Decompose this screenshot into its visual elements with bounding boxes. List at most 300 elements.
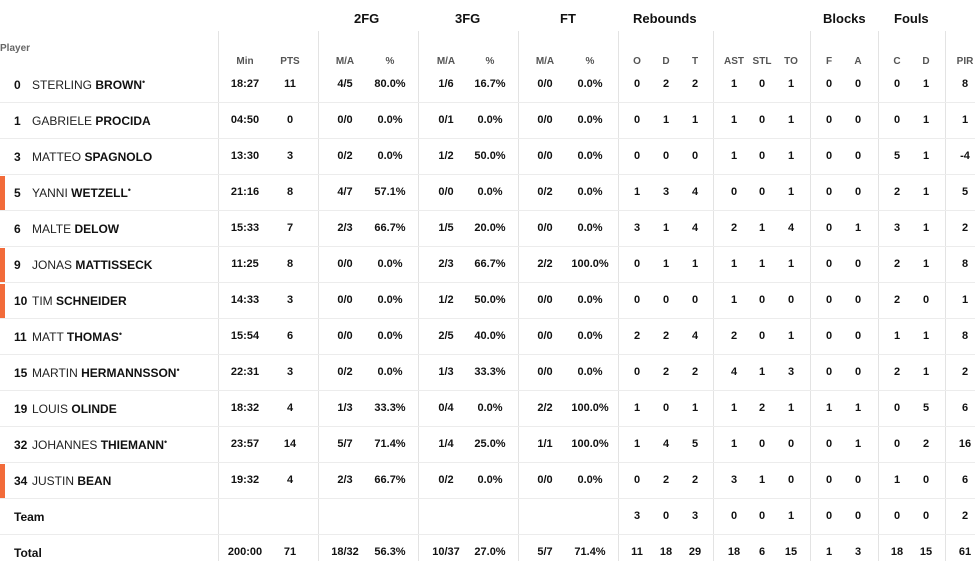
stat-to: 1 (787, 114, 795, 126)
stat-blk-f: 0 (825, 438, 833, 450)
stat-fg3-ma: 0/0 (438, 186, 454, 198)
player-number: 6 (14, 222, 21, 236)
stat-pir: 8 (961, 330, 969, 342)
team-label: Team (14, 510, 45, 524)
stat-ft-ma: 0/2 (537, 186, 553, 198)
table-row[interactable] (0, 463, 975, 499)
row-accent-marker (0, 284, 5, 318)
stat-ast: 3 (730, 474, 738, 486)
stat-ft-pct: 0.0% (577, 78, 603, 90)
stat-stl: 1 (758, 366, 766, 378)
stat-pts: 6 (286, 330, 294, 342)
stat-pts: 71 (283, 546, 297, 558)
stat-reb-d: 0 (662, 294, 670, 306)
stat-ft-pct: 0.0% (577, 114, 603, 126)
total-row (0, 535, 975, 571)
stat-to: 0 (787, 438, 795, 450)
stat-pts: 8 (286, 186, 294, 198)
player-name[interactable] (32, 78, 145, 92)
stat-foul-d: 0 (922, 294, 930, 306)
stat-pir: 6 (961, 474, 969, 486)
stat-fg3-pct: 0.0% (477, 402, 503, 414)
stat-blk-a: 0 (854, 474, 862, 486)
stat-foul-c: 2 (893, 186, 901, 198)
header-stl: STL (752, 56, 772, 67)
stat-reb-o: 1 (633, 186, 641, 198)
stat-to: 1 (787, 258, 795, 270)
stat-ft-pct: 100.0% (571, 402, 609, 414)
starter-marker-icon: • (118, 329, 123, 339)
stat-foul-d: 1 (922, 222, 930, 234)
header-player: Player (0, 43, 31, 54)
player-name[interactable] (32, 258, 152, 272)
stat-pir: 2 (961, 222, 969, 234)
stat-reb-d: 0 (662, 150, 670, 162)
stat-pir: 8 (961, 258, 969, 270)
stat-reb-t: 1 (691, 402, 699, 414)
stat-blk-a: 0 (854, 114, 862, 126)
stat-reb-t: 0 (691, 150, 699, 162)
stat-min: 22:31 (230, 366, 260, 378)
stat-fg2-pct: 0.0% (377, 258, 403, 270)
stat-fg2-pct: 0.0% (377, 114, 403, 126)
stat-min: 11:25 (231, 258, 259, 270)
header-foul-c: C (893, 56, 901, 67)
player-last-name: BEAN (77, 474, 112, 488)
player-first-name: JOHANNES (32, 438, 98, 452)
player-first-name: MALTE (32, 222, 72, 236)
stat-ft-pct: 0.0% (577, 330, 603, 342)
stat-fg2-ma: 2/3 (337, 474, 353, 486)
player-name[interactable] (32, 186, 131, 200)
player-first-name: MATT (32, 330, 64, 344)
stat-stl: 0 (758, 186, 766, 198)
player-name[interactable] (32, 366, 180, 380)
row-accent-marker (0, 176, 5, 210)
table-row[interactable] (0, 211, 975, 247)
stat-fg3-ma: 1/6 (438, 78, 454, 90)
stat-reb-t: 0 (691, 294, 699, 306)
stat-ast: 1 (730, 402, 738, 414)
stat-ft-ma: 0/0 (537, 222, 553, 234)
stat-reb-d: 18 (659, 546, 673, 558)
stat-fg3-pct: 0.0% (477, 186, 503, 198)
stat-pir: 1 (961, 294, 969, 306)
stat-fg2-pct: 0.0% (377, 150, 403, 162)
stat-foul-c: 0 (893, 114, 901, 126)
header-blk-f: F (825, 56, 833, 67)
stat-reb-t: 2 (691, 474, 699, 486)
stat-blk-f: 0 (825, 510, 833, 522)
stat-blk-f: 0 (825, 150, 833, 162)
stat-to: 0 (787, 474, 795, 486)
stat-min: 15:54 (230, 330, 260, 342)
header-min: Min (236, 56, 254, 67)
stat-fg2-ma: 5/7 (337, 438, 353, 450)
stat-reb-t: 2 (691, 366, 699, 378)
stat-fg2-ma: 0/0 (337, 294, 353, 306)
stat-stl: 0 (758, 78, 766, 90)
stat-stl: 0 (758, 330, 766, 342)
stat-pts: 4 (286, 474, 294, 486)
stat-blk-a: 0 (854, 186, 862, 198)
table-row[interactable] (0, 283, 975, 319)
stat-min: 23:57 (230, 438, 260, 450)
player-last-name: SPAGNOLO (84, 150, 153, 164)
total-label: Total (14, 546, 42, 560)
player-last-name: WETZELL (71, 186, 128, 200)
stat-foul-d: 1 (922, 78, 930, 90)
stat-min: 18:32 (230, 402, 260, 414)
stat-blk-f: 0 (825, 186, 833, 198)
stat-foul-d: 5 (922, 402, 930, 414)
player-number: 15 (14, 366, 28, 380)
stat-ft-pct: 100.0% (571, 438, 609, 450)
player-name[interactable] (32, 402, 117, 416)
stat-ft-pct: 0.0% (577, 294, 603, 306)
stat-to: 1 (787, 186, 795, 198)
player-number: 9 (14, 258, 21, 272)
stat-foul-d: 0 (922, 510, 930, 522)
stat-min: 21:16 (230, 186, 260, 198)
stat-foul-d: 1 (922, 150, 930, 162)
stat-fg3-pct: 66.7% (474, 258, 506, 270)
stat-pts: 0 (286, 114, 294, 126)
stat-reb-d: 1 (662, 222, 670, 234)
stat-fg2-ma: 0/0 (337, 258, 353, 270)
stat-foul-c: 1 (893, 474, 901, 486)
stat-blk-a: 0 (854, 258, 862, 270)
stat-min: 18:27 (230, 78, 260, 90)
stat-min: 15:33 (230, 222, 260, 234)
header-ft-ma: M/A (535, 56, 555, 67)
stat-blk-f: 1 (825, 402, 833, 414)
stat-blk-f: 1 (825, 546, 833, 558)
player-last-name: PROCIDA (95, 114, 151, 128)
stat-min: 19:32 (230, 474, 260, 486)
stat-blk-a: 0 (854, 294, 862, 306)
table-row[interactable] (0, 139, 975, 175)
player-name[interactable] (32, 150, 152, 164)
team-row (0, 499, 975, 535)
stat-ast: 1 (730, 150, 738, 162)
stat-blk-f: 0 (825, 258, 833, 270)
stat-fg3-ma: 2/3 (438, 258, 454, 270)
stat-fg2-ma: 4/5 (337, 78, 353, 90)
stat-fg3-pct: 50.0% (474, 294, 506, 306)
stat-reb-o: 0 (633, 474, 641, 486)
stat-reb-d: 0 (662, 402, 670, 414)
player-last-name: MATTISSECK (75, 258, 153, 272)
table-row[interactable] (0, 175, 975, 211)
player-number: 3 (14, 150, 21, 164)
stat-foul-c: 3 (893, 222, 901, 234)
player-name[interactable] (32, 330, 122, 344)
stat-reb-o: 0 (633, 366, 641, 378)
stat-foul-c: 0 (893, 78, 901, 90)
stat-stl: 2 (758, 402, 766, 414)
stat-fg3-pct: 33.3% (474, 366, 506, 378)
stat-reb-t: 3 (691, 510, 699, 522)
stat-pir: 61 (958, 546, 972, 558)
stat-reb-t: 4 (691, 330, 699, 342)
stat-reb-o: 3 (633, 222, 641, 234)
stat-reb-o: 3 (633, 510, 641, 522)
stat-fg3-pct: 0.0% (477, 114, 503, 126)
table-row[interactable] (0, 319, 975, 355)
stat-pir: 16 (958, 438, 972, 450)
stat-blk-a: 0 (854, 510, 862, 522)
stat-pts: 7 (286, 222, 294, 234)
group-header-fouls: Fouls (894, 11, 929, 26)
stat-foul-d: 1 (922, 330, 930, 342)
stat-foul-d: 0 (922, 474, 930, 486)
header-ft-pct: % (585, 56, 595, 67)
stat-pts: 11 (284, 78, 296, 90)
starter-marker-icon: • (164, 437, 168, 447)
stat-ft-pct: 0.0% (577, 366, 603, 378)
stat-to: 15 (784, 546, 798, 558)
player-last-name: OLINDE (71, 402, 117, 416)
stat-fg3-pct: 50.0% (474, 150, 506, 162)
player-last-name: HERMANNSSON (81, 366, 177, 380)
stat-to: 1 (787, 78, 795, 90)
stat-ast: 1 (730, 438, 738, 450)
player-first-name: TIM (32, 294, 53, 308)
group-header-blocks: Blocks (823, 11, 866, 26)
stat-pts: 3 (286, 150, 294, 162)
stat-fg2-ma: 0/2 (337, 150, 353, 162)
stat-fg3-pct: 40.0% (474, 330, 506, 342)
stat-fg2-pct: 0.0% (377, 294, 403, 306)
stat-fg2-ma: 1/3 (337, 402, 353, 414)
stat-foul-d: 1 (922, 186, 930, 198)
stat-fg2-pct: 66.7% (374, 474, 406, 486)
stat-pir: 6 (961, 402, 969, 414)
stat-foul-c: 0 (893, 402, 901, 414)
stat-fg2-pct: 66.7% (374, 222, 406, 234)
stat-fg2-pct: 33.3% (374, 402, 406, 414)
table-row[interactable] (0, 67, 975, 103)
stat-reb-o: 1 (633, 438, 641, 450)
stat-stl: 0 (758, 510, 766, 522)
stat-fg3-ma: 0/4 (438, 402, 454, 414)
stat-fg3-ma: 1/2 (438, 294, 454, 306)
stat-foul-c: 5 (893, 150, 901, 162)
stat-blk-f: 0 (825, 78, 833, 90)
player-number: 10 (14, 294, 28, 308)
stat-ast: 1 (730, 78, 738, 90)
stat-ft-pct: 0.0% (577, 474, 603, 486)
player-number: 32 (14, 438, 28, 452)
stat-ast: 0 (730, 510, 738, 522)
stat-fg3-ma: 2/5 (438, 330, 454, 342)
stat-blk-a: 1 (854, 438, 862, 450)
stat-pir: 2 (961, 366, 969, 378)
player-name[interactable] (32, 438, 167, 452)
stat-fg2-pct: 57.1% (374, 186, 406, 198)
stat-stl: 0 (758, 150, 766, 162)
stat-to: 1 (787, 330, 795, 342)
header-reb-t: T (691, 56, 699, 67)
stat-ast: 18 (727, 546, 741, 558)
stat-blk-f: 0 (825, 366, 833, 378)
stat-blk-f: 0 (825, 114, 833, 126)
stat-pts: 14 (283, 438, 297, 450)
row-accent-marker (0, 464, 5, 498)
stat-foul-c: 1 (893, 330, 901, 342)
stat-fg3-pct: 27.0% (474, 546, 506, 558)
stat-to: 1 (787, 510, 795, 522)
stat-pts: 3 (286, 366, 294, 378)
stat-stl: 0 (758, 114, 766, 126)
table-row[interactable] (0, 427, 975, 463)
player-first-name: LOUIS (32, 402, 69, 416)
stat-ft-ma: 0/0 (537, 366, 553, 378)
stat-fg3-ma: 1/3 (438, 366, 454, 378)
stat-fg3-pct: 16.7% (474, 78, 506, 90)
stat-blk-f: 0 (825, 294, 833, 306)
stat-pir: -4 (960, 150, 970, 162)
player-first-name: STERLING (32, 78, 93, 92)
player-last-name: THIEMANN (100, 438, 165, 452)
stat-min: 04:50 (230, 114, 260, 126)
player-first-name: GABRIELE (32, 114, 93, 128)
starter-marker-icon: • (142, 77, 146, 87)
stat-ft-ma: 1/1 (537, 438, 553, 450)
stat-blk-a: 1 (854, 402, 862, 414)
player-name[interactable] (32, 474, 111, 488)
stat-pts: 3 (286, 294, 294, 306)
player-number: 19 (14, 402, 28, 416)
player-first-name: YANNI (32, 186, 68, 200)
stat-foul-d: 1 (922, 258, 930, 270)
stat-fg2-ma: 18/32 (331, 546, 359, 558)
player-last-name: DELOW (74, 222, 120, 236)
stat-reb-d: 2 (662, 78, 670, 90)
stat-ast: 1 (730, 294, 738, 306)
player-name[interactable] (32, 222, 119, 236)
stat-min: 13:30 (230, 150, 260, 162)
player-name[interactable] (32, 294, 127, 308)
header-blk-a: A (854, 56, 862, 67)
stat-ast: 4 (730, 366, 738, 378)
stat-reb-d: 0 (662, 510, 670, 522)
stat-reb-o: 0 (633, 114, 641, 126)
table-row[interactable] (0, 355, 975, 391)
stat-fg3-ma: 0/1 (438, 114, 454, 126)
stat-fg2-pct: 56.3% (374, 546, 406, 558)
header-pts: PTS (280, 56, 300, 67)
stat-fg3-ma: 1/5 (438, 222, 454, 234)
starter-marker-icon: • (176, 365, 180, 375)
header-pir: PIR (956, 56, 974, 67)
group-header-ft: FT (560, 11, 576, 26)
stat-blk-a: 0 (854, 366, 862, 378)
player-name[interactable] (32, 114, 151, 128)
stat-foul-c: 2 (893, 258, 901, 270)
stat-stl: 6 (758, 546, 766, 558)
stat-reb-d: 2 (662, 330, 670, 342)
stat-reb-t: 1 (691, 258, 699, 270)
group-header-fg2: 2FG (354, 11, 380, 26)
stat-ft-pct: 100.0% (571, 258, 609, 270)
stat-fg2-ma: 0/0 (337, 330, 353, 342)
stat-fg3-ma: 0/2 (438, 474, 454, 486)
stat-fg2-ma: 2/3 (337, 222, 353, 234)
header-fg3-pct: % (485, 56, 495, 67)
stat-ast: 2 (730, 222, 738, 234)
stat-ft-ma: 2/2 (537, 258, 553, 270)
stat-ft-ma: 0/0 (537, 294, 553, 306)
player-number: 1 (14, 114, 21, 128)
stat-reb-d: 4 (662, 438, 670, 450)
stat-foul-c: 2 (893, 294, 901, 306)
group-header-row (0, 0, 975, 34)
stat-reb-t: 1 (691, 114, 699, 126)
stat-reb-d: 1 (662, 258, 670, 270)
stat-ft-ma: 0/0 (537, 474, 553, 486)
group-header-rebounds: Rebounds (633, 11, 697, 26)
stat-ast: 2 (730, 330, 738, 342)
stat-reb-o: 0 (633, 258, 641, 270)
table-row[interactable] (0, 247, 975, 283)
stat-reb-d: 2 (662, 366, 670, 378)
stat-reb-o: 0 (633, 294, 641, 306)
row-accent-marker (0, 248, 5, 282)
player-last-name: THOMAS (66, 330, 119, 344)
stat-fg2-ma: 0/2 (337, 366, 353, 378)
stat-blk-a: 0 (854, 78, 862, 90)
player-number: 0 (14, 78, 21, 92)
stat-min: 200:00 (227, 546, 263, 558)
stat-to: 1 (787, 402, 795, 414)
stat-blk-f: 0 (825, 474, 833, 486)
stat-stl: 0 (758, 438, 766, 450)
stat-to: 4 (787, 222, 795, 234)
stat-fg2-pct: 71.4% (374, 438, 406, 450)
stat-blk-f: 0 (825, 222, 833, 234)
stat-ast: 1 (730, 258, 738, 270)
table-row[interactable] (0, 391, 975, 427)
stat-fg3-pct: 25.0% (474, 438, 506, 450)
stat-ft-ma: 0/0 (537, 150, 553, 162)
stat-ft-pct: 0.0% (577, 150, 603, 162)
stat-foul-c: 2 (893, 366, 901, 378)
stat-reb-d: 2 (662, 474, 670, 486)
stat-reb-d: 3 (662, 186, 670, 198)
stat-ft-ma: 5/7 (537, 546, 553, 558)
stat-pts: 8 (286, 258, 294, 270)
stat-fg2-pct: 0.0% (377, 330, 403, 342)
player-number: 11 (14, 330, 27, 344)
header-fg2-ma: M/A (335, 56, 355, 67)
stat-foul-c: 0 (893, 438, 901, 450)
table-row[interactable] (0, 103, 975, 139)
stat-reb-d: 1 (662, 114, 670, 126)
stat-fg3-pct: 0.0% (477, 474, 503, 486)
player-first-name: JUSTIN (32, 474, 74, 488)
stat-fg3-ma: 1/4 (438, 438, 454, 450)
stat-foul-d: 15 (919, 546, 933, 558)
stat-blk-a: 0 (854, 150, 862, 162)
player-first-name: JONAS (32, 258, 73, 272)
stat-ast: 1 (730, 114, 738, 126)
header-reb-o: O (633, 56, 641, 67)
player-last-name: SCHNEIDER (56, 294, 127, 308)
stat-ft-ma: 0/0 (537, 114, 553, 126)
stat-ft-ma: 0/0 (537, 78, 553, 90)
